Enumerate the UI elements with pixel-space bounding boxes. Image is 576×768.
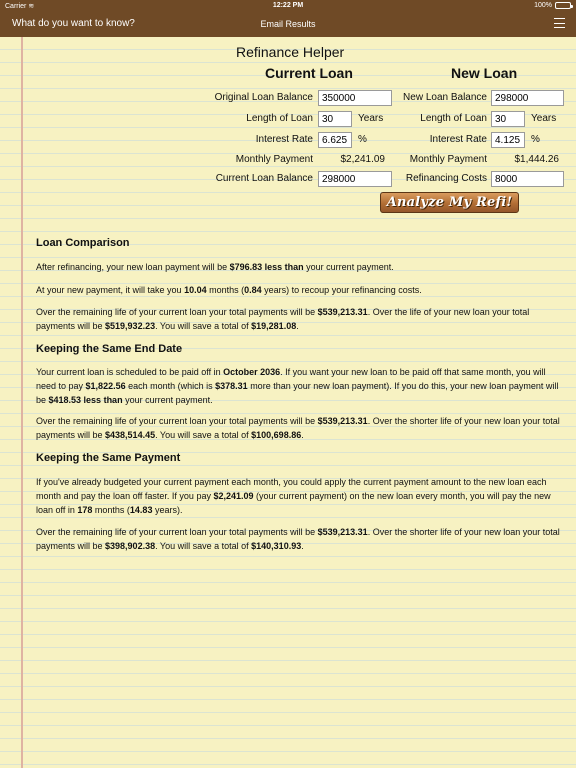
new-rate-input[interactable] bbox=[491, 132, 525, 148]
highlighted-value: $438,514.45 bbox=[105, 430, 156, 440]
highlighted-value: 10.04 bbox=[184, 285, 207, 295]
result-paragraph bbox=[36, 260, 564, 274]
paragraph-text: months ( bbox=[92, 505, 130, 515]
paragraph-text: After refinancing, your new loan payment will be bbox=[36, 262, 230, 272]
refinancing-costs-label: Refinancing Costs bbox=[405, 173, 487, 184]
original-balance-input[interactable] bbox=[318, 90, 392, 106]
paragraph-text: your current payment. bbox=[303, 262, 394, 272]
paragraph-text: If you've already budgeted your current payment each month, you could apply the current payment amount to the new loan each month and pay the loan off faster. If you pay bbox=[36, 477, 547, 501]
paragraph-text: . You will save a total of bbox=[155, 430, 252, 440]
current-length-unit: Years bbox=[358, 113, 384, 124]
new-payment-label: Monthly Payment bbox=[409, 154, 487, 165]
current-payment-label: Monthly Payment bbox=[235, 154, 313, 165]
nav-bar bbox=[0, 12, 576, 37]
highlighted-value: $19,281.08 bbox=[251, 321, 297, 331]
new-payment-value: $1,444.26 bbox=[514, 154, 559, 165]
paragraph-text: your current payment. bbox=[122, 395, 213, 405]
highlighted-value: $418.53 less than bbox=[48, 395, 123, 405]
highlighted-value: $1,822.56 bbox=[85, 381, 126, 391]
current-rate-unit: % bbox=[358, 134, 367, 145]
highlighted-value: $519,932.23 bbox=[105, 321, 156, 331]
highlighted-value: 0.84 bbox=[244, 285, 262, 295]
hamburger-menu-icon[interactable] bbox=[554, 18, 565, 28]
result-paragraph bbox=[36, 365, 564, 407]
battery-percent: 100% bbox=[534, 2, 552, 9]
new-loan-heading: New Loan bbox=[451, 65, 518, 81]
wifi-icon: ≋ bbox=[28, 3, 35, 10]
paragraph-text: Over the remaining life of your current loan your total payments will be bbox=[36, 527, 318, 537]
paragraph-text: . bbox=[296, 321, 299, 331]
highlighted-value: $539,213.31 bbox=[317, 307, 368, 317]
highlighted-value: $539,213.31 bbox=[317, 416, 368, 426]
highlighted-value: October 2036 bbox=[223, 367, 281, 377]
section-heading: Keeping the Same Payment bbox=[36, 452, 181, 464]
battery-indicator bbox=[534, 2, 571, 9]
paragraph-text: Over the remaining life of your current loan your total payments will be bbox=[36, 307, 318, 317]
what-do-you-want-to-know-button[interactable]: What do you want to know? bbox=[12, 18, 135, 29]
paragraph-text: . You will save a total of bbox=[155, 541, 252, 551]
highlighted-value: $796.83 less than bbox=[229, 262, 304, 272]
status-time: 12:22 PM bbox=[272, 2, 304, 9]
section-heading: Loan Comparison bbox=[36, 237, 130, 249]
highlighted-value: $140,310.93 bbox=[251, 541, 302, 551]
result-paragraph bbox=[36, 525, 564, 553]
result-paragraph bbox=[36, 283, 564, 297]
section-heading: Keeping the Same End Date bbox=[36, 343, 183, 355]
app-title: Refinance Helper bbox=[236, 44, 345, 60]
new-balance-label: New Loan Balance bbox=[403, 92, 487, 103]
new-length-label: Length of Loan bbox=[420, 113, 487, 124]
current-payment-value: $2,241.09 bbox=[340, 154, 385, 165]
analyze-my-refi-button[interactable]: Analyze My Refi! bbox=[380, 192, 519, 213]
new-length-input[interactable] bbox=[491, 111, 525, 127]
paragraph-text: . bbox=[301, 541, 304, 551]
current-balance-input[interactable] bbox=[318, 171, 392, 187]
result-paragraph bbox=[36, 475, 564, 517]
paragraph-text: . You will save a total of bbox=[155, 321, 252, 331]
current-rate-label: Interest Rate bbox=[255, 134, 313, 145]
current-loan-heading: Current Loan bbox=[265, 65, 353, 81]
paragraph-text: At your new payment, it will take you bbox=[36, 285, 185, 295]
paragraph-text: Your current loan is scheduled to be paid off in bbox=[36, 367, 224, 377]
paragraph-text: each month (which is bbox=[125, 381, 216, 391]
result-paragraph bbox=[36, 414, 564, 442]
refinancing-costs-input[interactable] bbox=[491, 171, 564, 187]
original-balance-label: Original Loan Balance bbox=[214, 92, 313, 103]
paragraph-text: Over the remaining life of your current loan your total payments will be bbox=[36, 416, 318, 426]
paragraph-text: . bbox=[301, 430, 304, 440]
paragraph-text: . Over the life of your new loan your total payments will be bbox=[36, 307, 530, 331]
highlighted-value: 14.83 bbox=[129, 505, 153, 515]
status-bar bbox=[0, 0, 576, 12]
highlighted-value: $100,698.86 bbox=[251, 430, 302, 440]
highlighted-value: $398,902.38 bbox=[105, 541, 156, 551]
highlighted-value: $539,213.31 bbox=[317, 527, 368, 537]
email-results-button[interactable]: Email Results bbox=[260, 19, 316, 29]
current-length-label: Length of Loan bbox=[246, 113, 313, 124]
paragraph-text: . Over the shorter life of your new loan your total payments will be bbox=[36, 527, 560, 551]
current-rate-input[interactable] bbox=[318, 132, 352, 148]
battery-icon bbox=[555, 2, 571, 9]
paragraph-text: . Over the shorter life of your new loan your total payments will be bbox=[36, 416, 560, 440]
new-rate-label: Interest Rate bbox=[429, 134, 487, 145]
paragraph-text: more than your new loan payment). If you do this, your new loan payment will be bbox=[36, 381, 559, 405]
current-length-input[interactable] bbox=[318, 111, 352, 127]
highlighted-value: 178 bbox=[77, 505, 93, 515]
paragraph-text: . If you want your new loan to be paid off that same month, you will need to pay bbox=[36, 367, 546, 391]
paragraph-text: (your current payment) on the new loan every month, you will pay the new loan off in bbox=[36, 491, 551, 515]
paragraph-text: months ( bbox=[206, 285, 245, 295]
new-balance-input[interactable] bbox=[491, 90, 564, 106]
new-length-unit: Years bbox=[531, 113, 557, 124]
new-rate-unit: % bbox=[531, 134, 540, 145]
paragraph-text: years). bbox=[152, 505, 183, 515]
paragraph-text: years) to recoup your refinancing costs. bbox=[261, 285, 422, 295]
current-balance-label: Current Loan Balance bbox=[215, 173, 313, 184]
notebook-margin-line bbox=[21, 37, 23, 768]
highlighted-value: $378.31 bbox=[215, 381, 248, 391]
carrier-label: Carrier bbox=[5, 2, 27, 10]
result-paragraph bbox=[36, 305, 564, 333]
highlighted-value: $2,241.09 bbox=[213, 491, 254, 501]
